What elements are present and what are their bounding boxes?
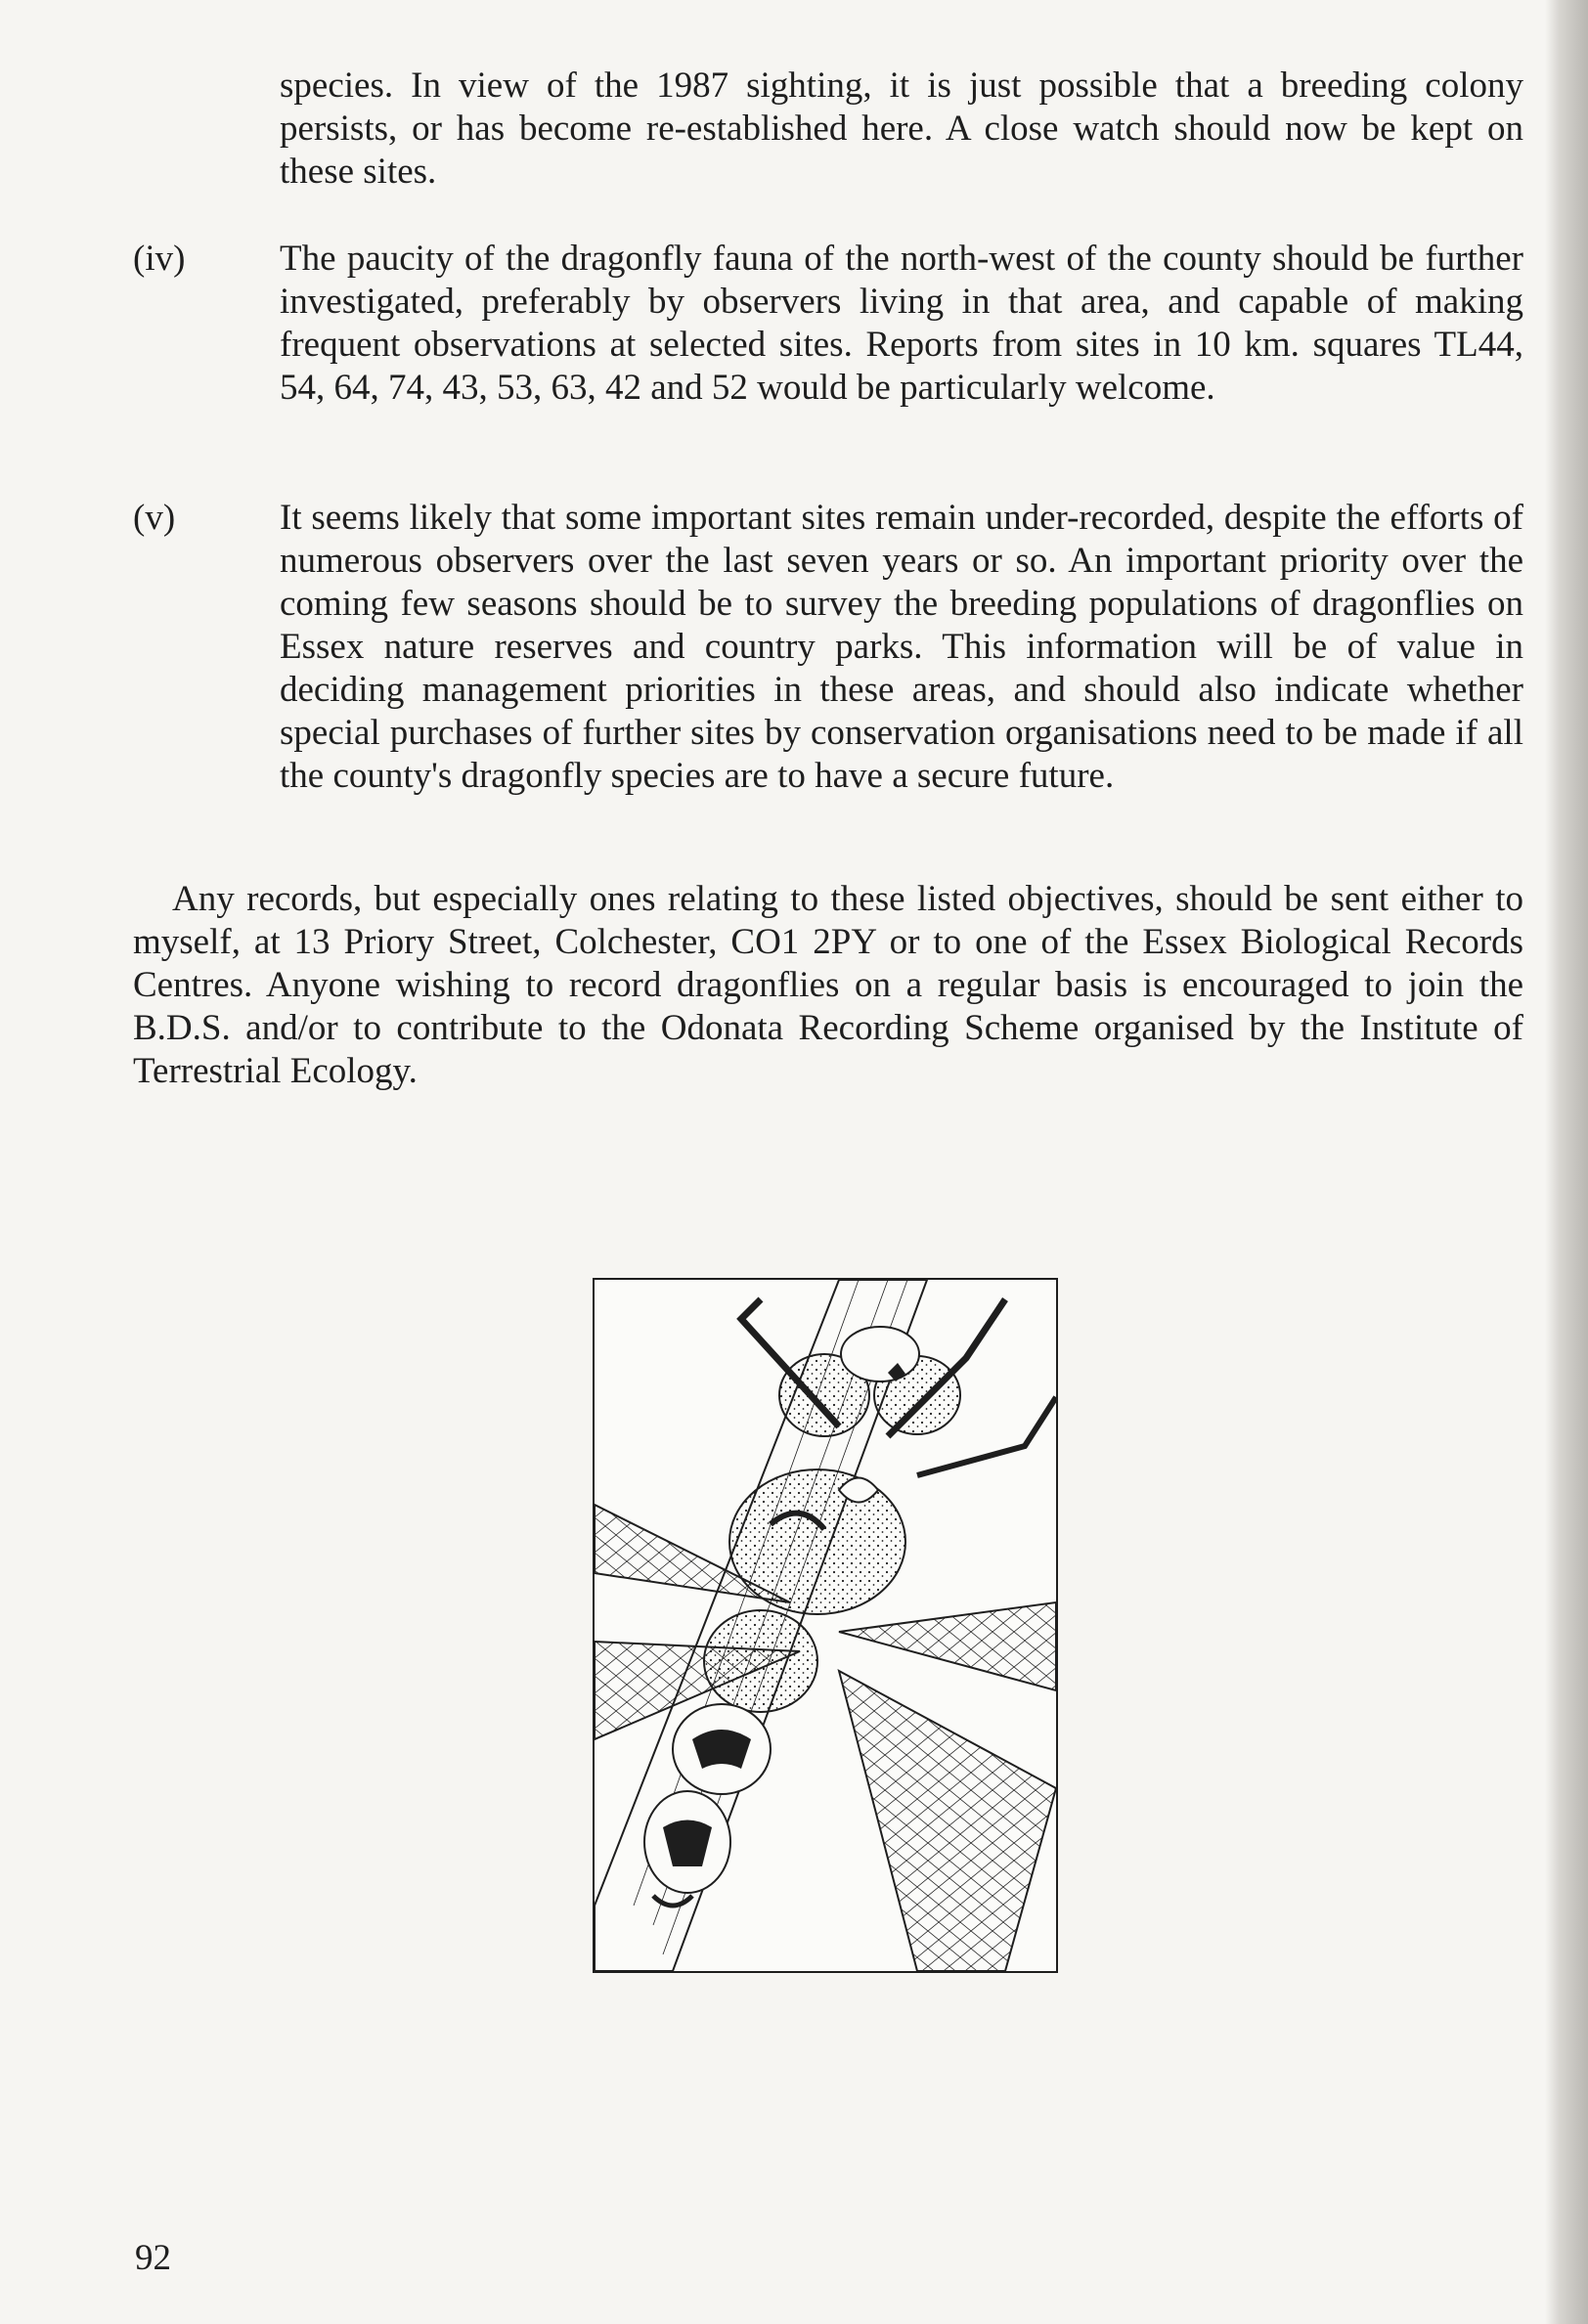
page-number: 92 (135, 2238, 171, 2278)
closing-paragraph: Any records, but especially ones relating to these listed objectives, should be sent either to myself, at 13 Priory Street, Colchester, CO1 2PY or to one of the Essex Biological Records Centres. Anyone wishing to record dragonflies on a regular basis is encouraged to join the B.D.S. and/or to contribute to the Odonata Recording Scheme organised by the Institute of Terrestrial Ecology. (133, 879, 1523, 1091)
list-item-number-v: (v) (133, 498, 176, 538)
list-item-text-iv: The paucity of the dragonfly fauna of the north-west of the county should be further investigated, preferably by observers living in that area, and capable of making frequent observations at selected sites. Reports from sites in 10 km. squares TL44, 54, 64, 74, 43, 53, 63, 42 and 52 would be particularly welcome. (280, 239, 1523, 408)
dragonfly-illustration-icon (595, 1280, 1056, 1971)
list-item-text-v: It seems likely that some important sites remain under-recorded, despite the efforts of numerous observers over the last seven years or so. An important priority over the coming few seasons should be to survey the breeding populations of dragonflies on Essex nature reserves and country parks. This information will be of value in deciding management priorities in these areas, and should also indicate whether special purchases of further sites by conservation organisations need to be made if all the county's dragonfly species are to have a secure future. (280, 498, 1523, 796)
paragraph-continuation: species. In view of the 1987 sighting, it is just possible that a breeding colony persists, or has become re-established here. A close watch should now be kept on these sites. (280, 66, 1523, 192)
page-edge-shadow (1545, 0, 1588, 2324)
dragonfly-illustration (593, 1278, 1058, 1973)
list-item-number-iv: (iv) (133, 239, 186, 279)
